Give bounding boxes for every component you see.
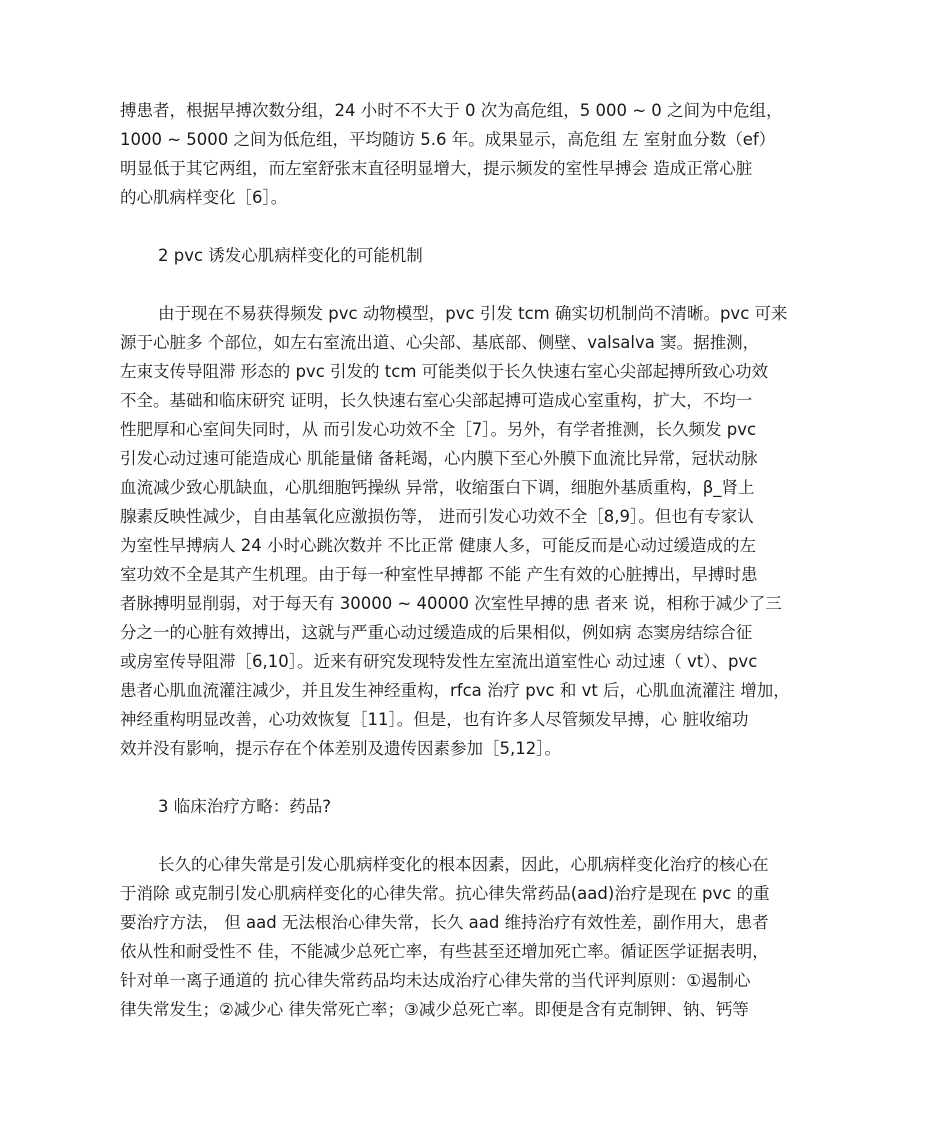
section-heading-2: 2 pvc 诱发心肌病样变化的可能机制 xyxy=(158,246,423,265)
text-line: 分之一的心脏有效搏出，这就与严重心动过缓造成的后果相似，例如病 态窦房结综合征 xyxy=(120,623,753,642)
paragraph-3 xyxy=(120,850,832,1024)
text-line: 室功效不全是其产生机理。由于每一种室性早搏都 不能 产生有效的心脏搏出，早搏时患 xyxy=(120,565,758,584)
paragraph-2 xyxy=(120,299,832,763)
text-line: 于消除 或克制引发心肌病样变化的心律失常。抗心律失常药品(aad)治疗是现在 pvc 的重 xyxy=(120,884,770,903)
text-line: 神经重构明显改善，心功效恢复［11］。但是，也有许多人尽管频发早搏，心 脏收缩功 xyxy=(120,710,749,729)
text-line: 的心肌病样变化［6］。 xyxy=(120,188,288,207)
text-line: 者脉搏明显削弱，对于每天有 30000 ~ 40000 次室性早搏的患 者来 说，相称于减少了三 xyxy=(120,594,782,613)
text-line: 针对单一离子通道的 抗心律失常药品均未达成治疗心律失常的当代评判原则：①遏制心 xyxy=(120,971,751,990)
text-line: 性肥厚和心室间失同时，从 而引发心功效不全［7］。另外，有学者推测，长久频发 pvc xyxy=(120,420,757,439)
text-line: 要治疗方法， 但 aad 无法根治心律失常，长久 aad 维持治疗有效性差，副作用大，患者 xyxy=(120,913,769,932)
text-line: 长久的心律失常是引发心肌病样变化的根本因素，因此，心肌病样变化治疗的核心在 xyxy=(158,855,769,874)
text-line: 1000 ~ 5000 之间为低危组，平均随访 5.6 年。成果显示，高危组 左 室射血分数（ef） xyxy=(120,130,776,149)
text-line: 左束支传导阻滞 形态的 pvc 引发的 tcm 可能类似于长久快速右室心尖部起搏所致心功效 xyxy=(120,362,769,381)
text-line: 由于现在不易获得频发 pvc 动物模型，pvc 引发 tcm 确实切机制尚不清晰。pvc 可来 xyxy=(158,304,788,323)
text-line: 腺素反映性减少，自由基氧化应激损伤等， 进而引发心功效不全［8,9］。但也有专家认 xyxy=(120,507,754,526)
text-line: 搏患者，根据早搏次数分组，24 小时不不大于 0 次为高危组，5 000 ~ 0 之间为中危组， xyxy=(120,101,783,120)
text-line: 明显低于其它两组，而左室舒张末直径明显增大，提示频发的室性早搏会 造成正常心脏 xyxy=(120,159,753,178)
text-line: 依从性和耐受性不 佳，不能减少总死亡率，有些甚至还增加死亡率。循证医学证据表明， xyxy=(120,942,769,961)
text-line: 引发心动过速可能造成心 肌能量储 备耗竭，心内膜下至心外膜下血流比异常，冠状动脉 xyxy=(120,449,758,468)
text-line: 律失常发生；②减少心 律失常死亡率；③减少总死亡率。即便是含有克制钾、钠、钙等 xyxy=(120,1000,749,1019)
text-line: 血流减少致心肌缺血，心肌细胞钙操纵 异常，收缩蛋白下调，细胞外基质重构，β_肾上 xyxy=(120,478,755,497)
text-line: 或房室传导阻滞［6,10］。近来有研究发现特发性左室流出道室性心 动过速（ vt）、pvc xyxy=(120,652,758,671)
paragraph-1 xyxy=(120,96,832,212)
text-line: 效并没有影响，提示存在个体差别及遗传因素参加［5,12］。 xyxy=(120,739,561,758)
text-line: 源于心脏多 个部位，如左右室流出道、心尖部、基底部、侧壁、valsalva 窦。据推测， xyxy=(120,333,760,352)
text-line: 患者心肌血流灌注减少，并且发生神经重构，rfca 治疗 pvc 和 vt 后，心肌血流灌注 增加， xyxy=(120,681,790,700)
text-line: 为室性早搏病人 24 小时心跳次数并 不比正常 健康人多，可能反而是心动过缓造成的左 xyxy=(120,536,756,555)
text-line: 不全。基础和临床研究 证明，长久快速右室心尖部起搏可造成心室重构，扩大，不均一 xyxy=(120,391,753,410)
section-heading-3: 3 临床治疗方略：药品? xyxy=(158,797,332,816)
document-body xyxy=(120,96,832,1024)
